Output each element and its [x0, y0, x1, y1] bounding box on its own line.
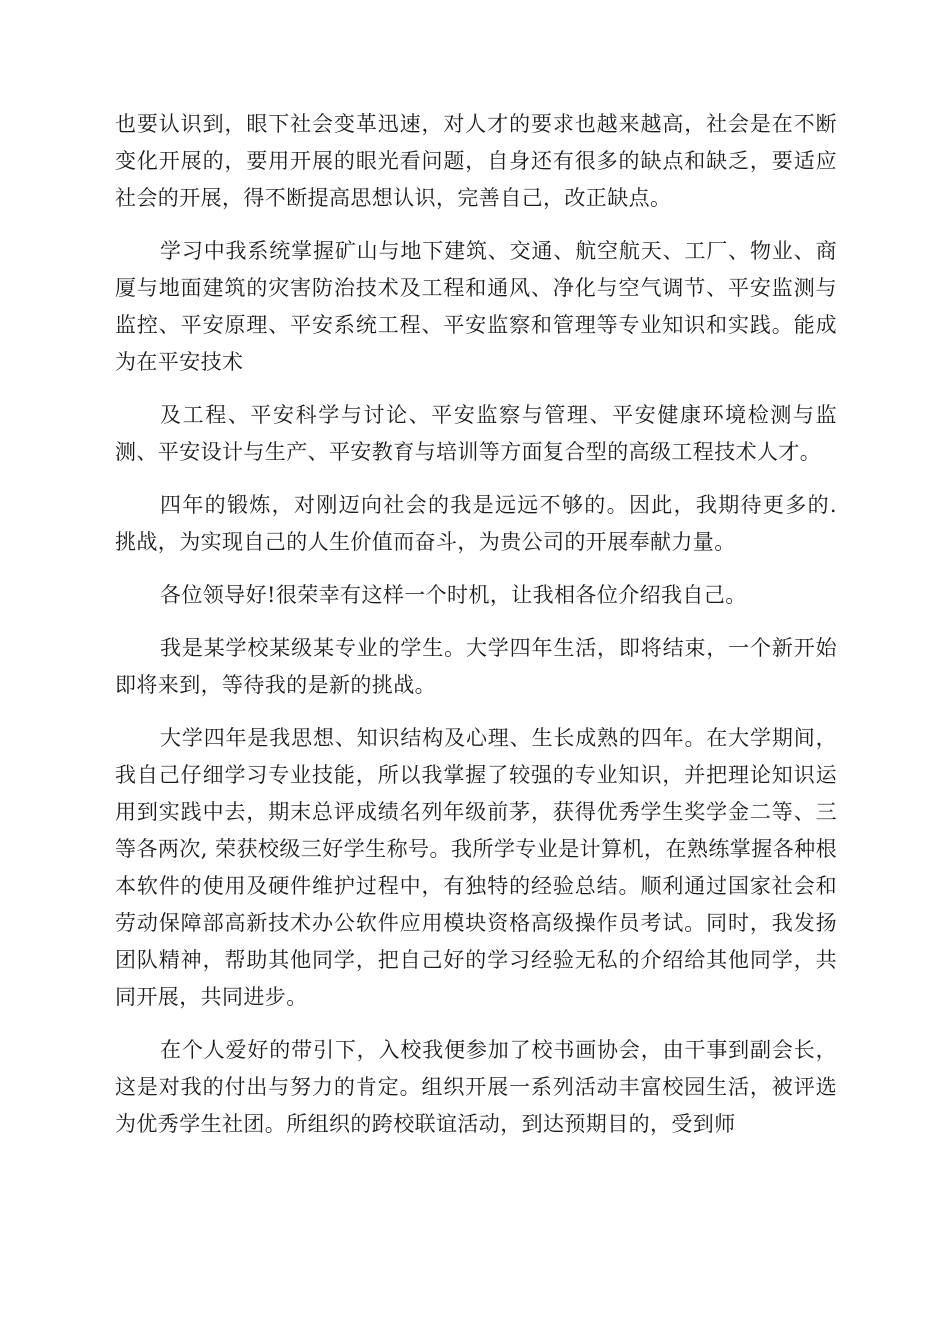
paragraph-1: 也要认识到，眼下社会变革迅速，对人才的要求也越来越高，社会是在不断变化开展的，要用开展的眼光看问题，自身还有很多的缺点和缺乏，要适应社会的开展，得不断提高思想认识，完善自己，改正缺点。 [115, 112, 837, 210]
paragraph-3: 及工程、平安科学与讨论、平安监察与管理、平安健康环境检测与监测、平安设计与生产、平安教育与培训等方面复合型的高级工程技术人才。 [115, 403, 837, 464]
paragraph-6: 我是某学校某级某专业的学生。大学四年生活，即将结束，一个新开始即将来到，等待我的是新的挑战。 [115, 636, 837, 697]
paragraph-5: 各位领导好!很荣幸有这样一个时机，让我相各位介绍我自己。 [160, 583, 747, 607]
paragraph-8: 在个人爱好的带引下，入校我便参加了校书画协会，由干事到副会长，这是对我的付出与努力的肯定。组织开展一系列活动丰富校园生活，被评选为优秀学生社团。所组织的跨校联谊活动，到达预期目的，受到师 [115, 1038, 837, 1136]
paragraph-7: 大学四年是我思想、知识结构及心理、生长成熟的四年。在大学期间，我自己仔细学习专业技能，所以我掌握了较强的专业知识，并把理论知识运用到实践中去，期末总评成绩名列年级前茅，获得优秀学生奖学金二等、三等各两次, 荣获校级三好学生称号。我所学专业是计算机，在熟练掌握各种根本软件的使用及硬件维护过程中，有独特的经验总结。顺利通过国家社会和劳动保障部高新技术办公软件应用模块资格高级操作员考试。同时，我发扬团队精神，帮助其他同学，把自己好的学习经验无私的介绍给其他同学，共同开展，共同进步。 [115, 726, 837, 1009]
paragraph-4: 四年的锻炼，对刚迈向社会的我是远远不够的。因此，我期待更多的. 挑战，为实现自己的人生价值而奋斗，为贵公司的开展奉献力量。 [115, 493, 837, 554]
paragraph-2: 学习中我系统掌握矿山与地下建筑、交通、航空航天、工厂、物业、商厦与地面建筑的灾害防治技术及工程和通风、净化与空气调节、平安监测与监控、平安原理、平安系统工程、平安监察和管理等专业知识和实践。能成为在平安技术 [115, 239, 837, 374]
document-body [115, 106, 837, 1159]
